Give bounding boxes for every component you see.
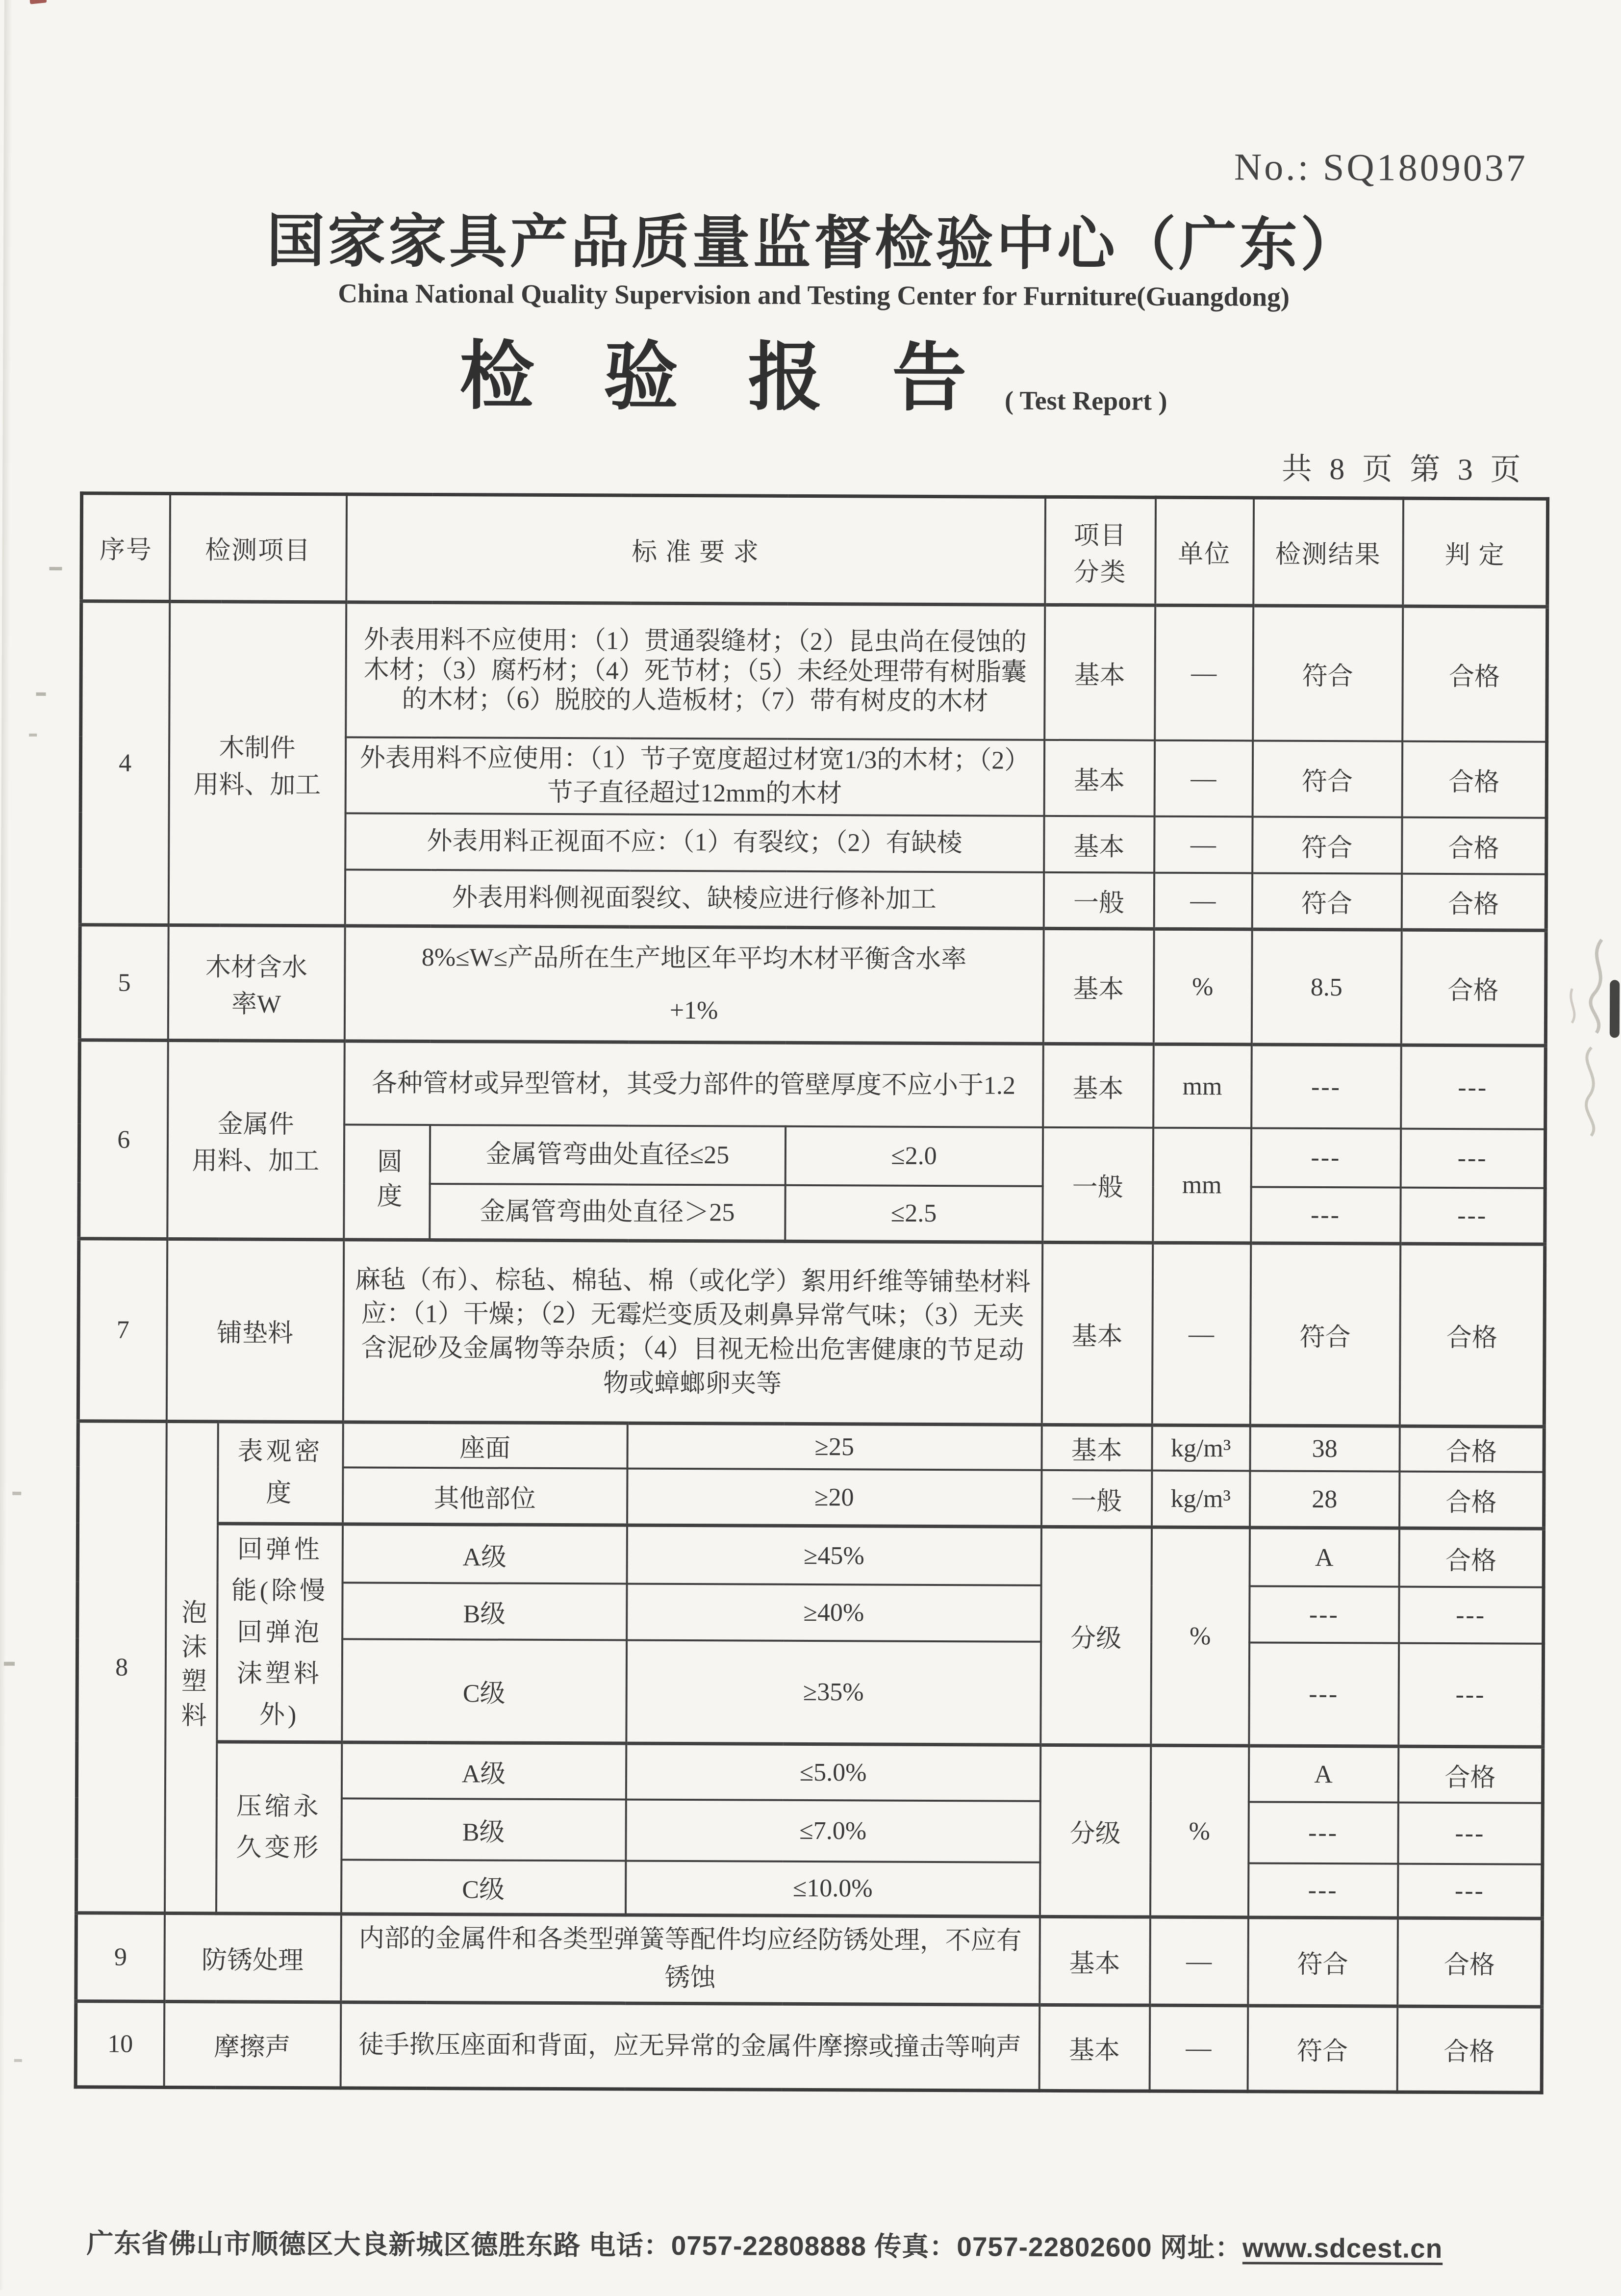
footer-address-line	[86, 2221, 1530, 2266]
verdict-cell: 合格	[1399, 1244, 1545, 1427]
value-cell: ≤5.0%	[626, 1743, 1040, 1801]
table-row	[78, 1239, 1545, 1427]
foam-plastic-label: 泡沫塑料	[177, 1599, 205, 1736]
result-cell: 符合	[1250, 1243, 1400, 1426]
unit-cell: —	[1155, 605, 1253, 740]
class-cell: 基本	[1044, 605, 1155, 740]
result-cell: 符合	[1253, 606, 1403, 741]
scan-tick	[50, 567, 62, 570]
result-cell: 符合	[1247, 2006, 1397, 2092]
report-title-english: ( Test Report )	[1004, 385, 1167, 416]
item-cell: 摩擦声	[164, 2001, 341, 2088]
sub-item-cell: 金属管弯曲处直径＞25	[430, 1184, 785, 1242]
sub-item-cell: 其他部位	[343, 1468, 627, 1525]
class-cell: 分级	[1040, 1527, 1152, 1745]
result-cell: ---	[1251, 1187, 1400, 1244]
verdict-cell: 合格	[1397, 2006, 1542, 2092]
item-cell: 金属件 用料、加工	[167, 1041, 345, 1240]
org-title-english: China National Quality Supervision and Testing Center for Furniture(Guangdong)	[338, 278, 1290, 312]
result-cell: ---	[1249, 1586, 1399, 1643]
value-cell: ≤2.5	[785, 1185, 1042, 1243]
unit-cell: —	[1150, 1917, 1248, 2006]
table-row	[81, 601, 1547, 741]
report-title-chinese: 检 验 报 告	[459, 335, 992, 420]
scan-mark-red	[30, 0, 47, 4]
item-cell: 铺垫料	[166, 1239, 343, 1422]
class-cell: 分级	[1040, 1745, 1151, 1917]
col-header-no: 序号	[81, 493, 170, 602]
verdict-cell: ---	[1399, 1587, 1544, 1644]
verdict-cell: ---	[1401, 1045, 1546, 1129]
table-row	[76, 2001, 1542, 2092]
unit-cell: kg/m³	[1152, 1471, 1250, 1528]
result-cell: 38	[1250, 1426, 1399, 1472]
sub-item-cell: C级	[342, 1639, 627, 1743]
value-cell: ≤10.0%	[625, 1861, 1039, 1916]
table-row	[76, 1913, 1543, 2007]
footer-website: www.sdcest.cn	[1242, 2232, 1443, 2264]
verdict-cell: 合格	[1399, 1426, 1544, 1472]
result-cell: 28	[1250, 1471, 1399, 1528]
result-cell: ---	[1248, 1802, 1398, 1864]
unit-cell: %	[1151, 1527, 1250, 1746]
sub-item-cell: C级	[341, 1860, 626, 1915]
requirement-cell: 徒手揿压座面和背面，应无异常的金属件摩擦或撞击等响声	[340, 2002, 1039, 2091]
verdict-cell: 合格	[1399, 1528, 1544, 1587]
pencil-scribble	[1498, 929, 1621, 1146]
col-header-verdict: 判 定	[1403, 498, 1548, 607]
seq-cell: 6	[79, 1040, 168, 1239]
verdict-cell: 合格	[1397, 1918, 1543, 2007]
unit-cell: —	[1154, 873, 1252, 930]
report-number: No.: SQ1809037	[1234, 145, 1528, 189]
class-cell: 基本	[1044, 740, 1155, 816]
item-group-cell: 表观密度	[218, 1422, 343, 1524]
col-header-result: 检测结果	[1253, 498, 1403, 606]
col-header-class: 项目 分类	[1045, 497, 1156, 605]
seq-cell: 4	[80, 601, 170, 925]
requirement-cell: 外表用料不应使用：（1）贯通裂缝材；（2）昆虫尚在侵蚀的木材；（3）腐朽材；（4）死节材；（5）未经处理带有树脂囊的木材；（6）脱胶的人造板材；（7）带有树皮的木材	[346, 602, 1045, 740]
scan-tick	[29, 734, 37, 737]
verdict-cell: 合格	[1401, 873, 1546, 930]
class-cell: 基本	[1044, 816, 1154, 873]
unit-cell: %	[1153, 929, 1252, 1045]
verdict-cell: 合格	[1402, 817, 1546, 874]
unit-cell: mm	[1153, 1045, 1252, 1128]
table-row	[77, 1523, 1544, 1587]
seq-cell: 5	[79, 925, 168, 1041]
verdict-cell: ---	[1398, 1643, 1544, 1747]
result-cell: ---	[1249, 1643, 1399, 1746]
verdict-cell: ---	[1400, 1187, 1545, 1244]
sub-item-cell: 金属管弯曲处直径≤25	[430, 1125, 785, 1185]
item-cell: 防锈处理	[164, 1913, 341, 2002]
verdict-cell: 合格	[1401, 930, 1546, 1046]
value-cell: ≥40%	[627, 1584, 1041, 1642]
scan-tick	[4, 1662, 15, 1666]
result-cell: 8.5	[1251, 929, 1401, 1045]
seq-cell: 9	[76, 1913, 165, 2002]
col-header-requirement: 标 准 要 求	[346, 494, 1045, 605]
result-cell: 符合	[1252, 873, 1401, 930]
class-cell: 基本	[1039, 1916, 1150, 2005]
unit-cell: —	[1152, 1243, 1250, 1426]
requirement-cell: 各种管材或异型管材，其受力部件的管壁厚度不应小于1.2	[344, 1041, 1043, 1127]
requirement-cell: 内部的金属件和各类型弹簧等配件均应经防锈处理，不应有锈蚀	[341, 1914, 1040, 2005]
class-cell: 基本	[1041, 1425, 1152, 1471]
footer-text: 广东省佛山市顺德区大良新城区德胜东路 电话：0757-22808888 传真：0757-22802600 网址：	[86, 2228, 1243, 2263]
sub-item-cell: A级	[342, 1524, 627, 1584]
page-counter: 共 8 页 第 3 页	[1281, 452, 1526, 487]
requirement-cell: 麻毡（布）、棕毡、棉毡、棉（或化学）絮用纤维等铺垫材料应：（1）干燥；（2）无霉烂变质及刺鼻异常气味；（3）无夹含泥砂及金属物等杂质；（4）目视无检出危害健康的节足动物或蟑螂卵夹等	[343, 1240, 1042, 1425]
item-group-cell: 回弹性能(除慢回弹泡沫塑料外)	[217, 1524, 343, 1742]
item-group-cell: 压缩永久变形	[216, 1742, 341, 1914]
report-title	[3, 315, 1621, 428]
unit-cell: —	[1154, 740, 1253, 816]
scan-tick	[14, 2059, 22, 2062]
requirement-cell: 外表用料正视面不应：（1）有裂纹；（2）有缺棱	[345, 813, 1044, 872]
requirement-cell: 8%≤W≤产品所在生产地区年平均木材平衡含水率 +1%	[344, 926, 1043, 1044]
unit-cell: %	[1150, 1745, 1249, 1917]
class-cell: 一般	[1043, 872, 1154, 929]
class-cell: 基本	[1043, 929, 1154, 1045]
table-row	[79, 925, 1546, 1046]
class-cell: 一般	[1041, 1470, 1152, 1527]
class-cell: 基本	[1039, 2005, 1150, 2091]
class-cell: 基本	[1043, 1044, 1154, 1128]
sub-item-cell: 座面	[343, 1422, 627, 1469]
value-cell: ≥25	[627, 1423, 1041, 1470]
unit-cell: —	[1154, 816, 1252, 873]
verdict-cell: ---	[1400, 1128, 1545, 1188]
verdict-cell: 合格	[1402, 741, 1547, 817]
test-result-table	[74, 491, 1550, 2094]
item-cell: 木材含水 率W	[168, 925, 345, 1041]
verdict-cell: ---	[1398, 1864, 1543, 1918]
table-row	[76, 1741, 1543, 1803]
class-cell: 基本	[1041, 1243, 1152, 1426]
unit-cell: kg/m³	[1152, 1426, 1250, 1471]
value-cell: ≤2.0	[785, 1126, 1042, 1186]
result-cell: A	[1248, 1746, 1398, 1803]
verdict-cell: 合格	[1399, 1472, 1544, 1529]
scan-tick	[36, 692, 46, 696]
table-row	[79, 1040, 1546, 1129]
roundness-cell	[344, 1124, 430, 1240]
result-cell: ---	[1251, 1128, 1400, 1187]
result-cell: 符合	[1248, 1917, 1398, 2006]
verdict-cell: 合格	[1402, 606, 1547, 741]
seq-cell: 7	[78, 1239, 167, 1422]
seq-cell: 10	[76, 2001, 164, 2088]
value-cell: ≤7.0%	[626, 1800, 1040, 1862]
class-cell: 一般	[1042, 1127, 1153, 1243]
unit-cell: —	[1149, 2005, 1248, 2092]
value-cell: ≥20	[627, 1469, 1041, 1527]
col-header-item: 检测项目	[170, 493, 347, 602]
requirement-cell: 外表用料侧视面裂纹、缺棱应进行修补加工	[345, 869, 1043, 928]
table-header-row	[81, 493, 1548, 607]
item-cell: 木制件 用料、加工	[168, 601, 346, 926]
roundness-label: 圆度	[372, 1148, 401, 1217]
scan-tick	[12, 1492, 21, 1495]
sub-item-cell: A级	[341, 1742, 626, 1800]
item-cell	[164, 1422, 218, 1913]
table-row	[78, 1421, 1544, 1472]
verdict-cell: 合格	[1398, 1746, 1543, 1803]
sub-item-cell: B级	[341, 1799, 626, 1861]
value-cell: ≥45%	[627, 1525, 1041, 1585]
value-cell: ≥35%	[626, 1640, 1041, 1745]
sub-item-cell: B级	[342, 1583, 627, 1640]
result-cell: 符合	[1252, 740, 1402, 817]
unit-cell: mm	[1153, 1128, 1251, 1244]
org-title-chinese: 国家家具产品质量监督检验中心（广东）	[266, 209, 1362, 278]
requirement-cell: 外表用料不应使用：（1）节子宽度超过材宽1/3的木材；（2）节子直径超过12mm的木材	[345, 737, 1044, 816]
col-header-unit: 单位	[1155, 497, 1254, 606]
result-cell: ---	[1251, 1045, 1401, 1128]
result-cell: ---	[1248, 1863, 1398, 1918]
verdict-cell: ---	[1398, 1803, 1543, 1864]
seq-cell: 8	[76, 1421, 166, 1913]
result-cell: 符合	[1252, 816, 1402, 873]
result-cell: A	[1249, 1528, 1399, 1587]
